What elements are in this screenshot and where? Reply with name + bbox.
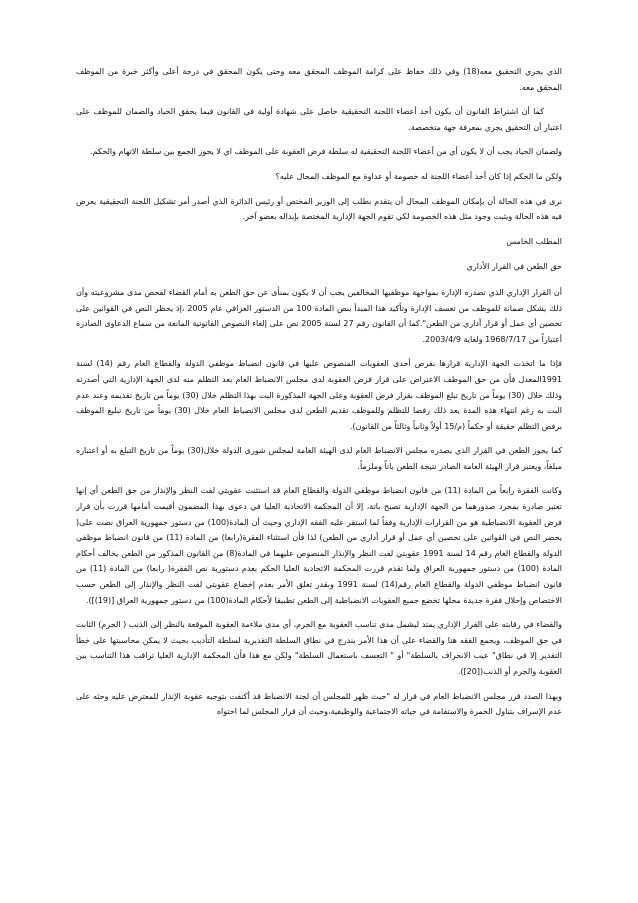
paragraph-4: ولكن ما الحكم إذا كان أحد أعضاء اللجنة له خصومة أو عداوة مع الموظف المحال عليه؟ — [275, 171, 562, 181]
paragraph-3: ولضمان الحياد يجب أن لا يكون أي من أعضاء اللجنة التحقيقية له سلطة فرض العقوبة على الموظف اي لا يجوز الجمع بين سلطة الاتهام والحكم. — [90, 147, 562, 157]
paragraph-7: فإذا ما اتخذت الجهة الإدارية قرارها بفرض أحدى العقوبات المنصوص عليها في قانون انضباط موظفي الدولة والقطاع العام رقم (14) لسنة 1991المعدل فأن من حق الموظف الاعتراض على قرار فرض العقوبة لدى مجلس الانضباط العام بعد التظلم منه لدى الجهة الإدارية التي أصدرته وذلك خلال (30) يوماً من تاريخ تبلغ الموظف بقرار فرض العقوبة وعلى الجهة المذكورة البت بهذا التظلم خلال (30) يوماً من تاريخ تقديمه وعند عدم البت به رغم انتهاء هذه المدة يعد ذلك رفضا للتظلم وللموظف تقديم الطعن لدى مجلس الانضباط العام خلال (30) يوماً من تاريخ تبليغ الموظف برفض التظلم حقيقة أو حكماً (م/15 أولاً وثانياً وثالثاً من القانون). — [76, 359, 563, 431]
paragraph-5: نرى في هذه الحالة أن بإمكان الموظف المحال أن يتقدم بطلب إلى الوزير المختص أو رئيس الدائرة الذي أصدر أمر تشكيل اللجنة التحقيقية يعرض فيه هذه الحالة ويثبت وجود مثل هذه الخصومة لكي تقوم الجهة الإدارية المختصة بإبداله بعضو آخر. — [76, 196, 562, 222]
paragraph-1: الذي يجري التحقيق معه(18) وفي ذلك حفاظ على كرامة الموظف المحقق معه وحتى يكون المحقق في درجة أعلى وأكثر خبرة من الموظف المحقق معه. — [76, 67, 562, 92]
paragraph-9: وكانت الفقرة رابعاً من المادة (11) من قانون انضباط موظفي الدولة والقطاع العام قد استثنت عقوبتي لفت النظر والإنذار من حق الطعن أي إنها تعتبر صادرة بمجرد صدورهما من الجهة الإدارية تصبح باتة، إلا أن المحكمة الاتحادية العليا في دعوى بهذا المضمون أقيمت أمامها قررت بأن قرار فرض العقوبة الانضباطية هو من القرارات الإدارية وفقاً لما استقر عليه الفقه الإداري وحيث أن المادة(100) من دستور جمهورية العراق نصت على( يحضر النص في القوانين على تحصين أي عمل أو قرار أداري من الطعن) لذا فأن استثناء الفقرة(رابعا) من المادة (11) من قانون انضباط موظفي الدولة والقطاع العام رقم 14 لسنة 1991 عقوبتي لفت النظر والإنذار المنصوص عليهما في المادة(8) من القانون المذكور من الطعن يخالف أحكام المادة (100) من دستور جمهورية العراق ولما تقدم قررت المحكمة الاتحادية العليا الحكم بعدم دستورية نص الفقرة( رابعا) من المادة (11) من قانون انضباط موظفي الدولة والقطاع العام رقم(14) لسنة 1991 وبقدر تعلق الأمر بعدم إخضاع عقوبتي لفت النظر والإنذار إلى الطعن حسب الاختصاص وإحلال فقرة جديدة محلها تخضع جميع العقوبات الانضباطية إلى الطعن تطبيقا لأحكام المادة(100) من دستور جمهورية العراق [(19)]). — [76, 486, 563, 605]
section-heading: المطلب الخامس — [506, 236, 562, 246]
paragraph-8: كما يجوز الطعن في القرار الذي يصدره مجلس الانضباط العام لدى الهيئة العامة لمجلس شورى الدولة خلال(30) يوماً من تاريخ التبلغ به أو اعتباره مبلغاً، ويعتبر قرار الهيئة العامة الصادر نتيجة الطعن باتاً وملزماً. — [76, 446, 563, 471]
section-subheading: حق الطعن في القرار الأداري — [466, 262, 562, 272]
paragraph-10: والقضاء في رقابته على القرار الإداري يمتد ليشمل مدى تناسب العقوبة مع الجرم، أي مدى ملاءمة العقوبة الموقعة بالنظر إلى الذنب ( الجرم) الثابت في حق الموظف، ويجمع الفقه هنا والقضاء على أن هذا الأمر يندرج في نطاق السلطة التقديرية لسلطة التأديب بحيث لا يمكن محاسبتها على خطأ التقدير إلا في نطاق" عيب الانحراف بالسلطة" أو " التعسف باستعمال السلطة" ولكن مع هذا فأن المحكمة الإدارية العليا تراقب هذا التناسب بين العقوبة والجرم أو الذنب([20]). — [76, 620, 562, 676]
paragraph-6: أن القرار الإداري الذي تصدره الإدارة بمواجهة موظفيها المخالفين يجب أن لا يكون بمنأى عن حق الطعن به أمام القضاء لفحص مدى مشروعيته وأن ذلك يشكل ضمانة للموظف من تعسف الإدارة وتأكيد هذا المبدأ بنص المادة 100 من الدستور العراقي عام 2005 ،إذ يحظر النص في القوانين على تحصين أي عمل أو قرار أداري من الطعن".كما أن القانون رقم 27 لسنة 2005 نص على إلغاء النصوص القانونية المانعة من سماع الدعاوى الصادرة أعتباراً من 1968/7/17 ولغاية 2003/4/9. — [76, 287, 563, 344]
paragraph-11: وبهذا الصدد قرر مجلس الانضباط العام في قرار له "حيث ظهر للمجلس أن لجنة الانضباط قد أكتفت بتوجيه عقوبة الإنذار للمعترض عليه وحثه على عدم الإسراف بتناول الخمرة والاستقامة في حياته الاجتماعية والوظيفية،وحيث أن قرار المجلس لما احتواه — [76, 691, 562, 717]
paragraph-2: كما أن اشتراط القانون أن يكون أحد أعضاء اللجنة التحقيقية حاصل على شهادة أولية في القانون فيما يحقق الحياد والضمان للموظف على اعتبار أن التحقيق يجري بمعرفة جهة متخصصة. — [76, 107, 562, 132]
